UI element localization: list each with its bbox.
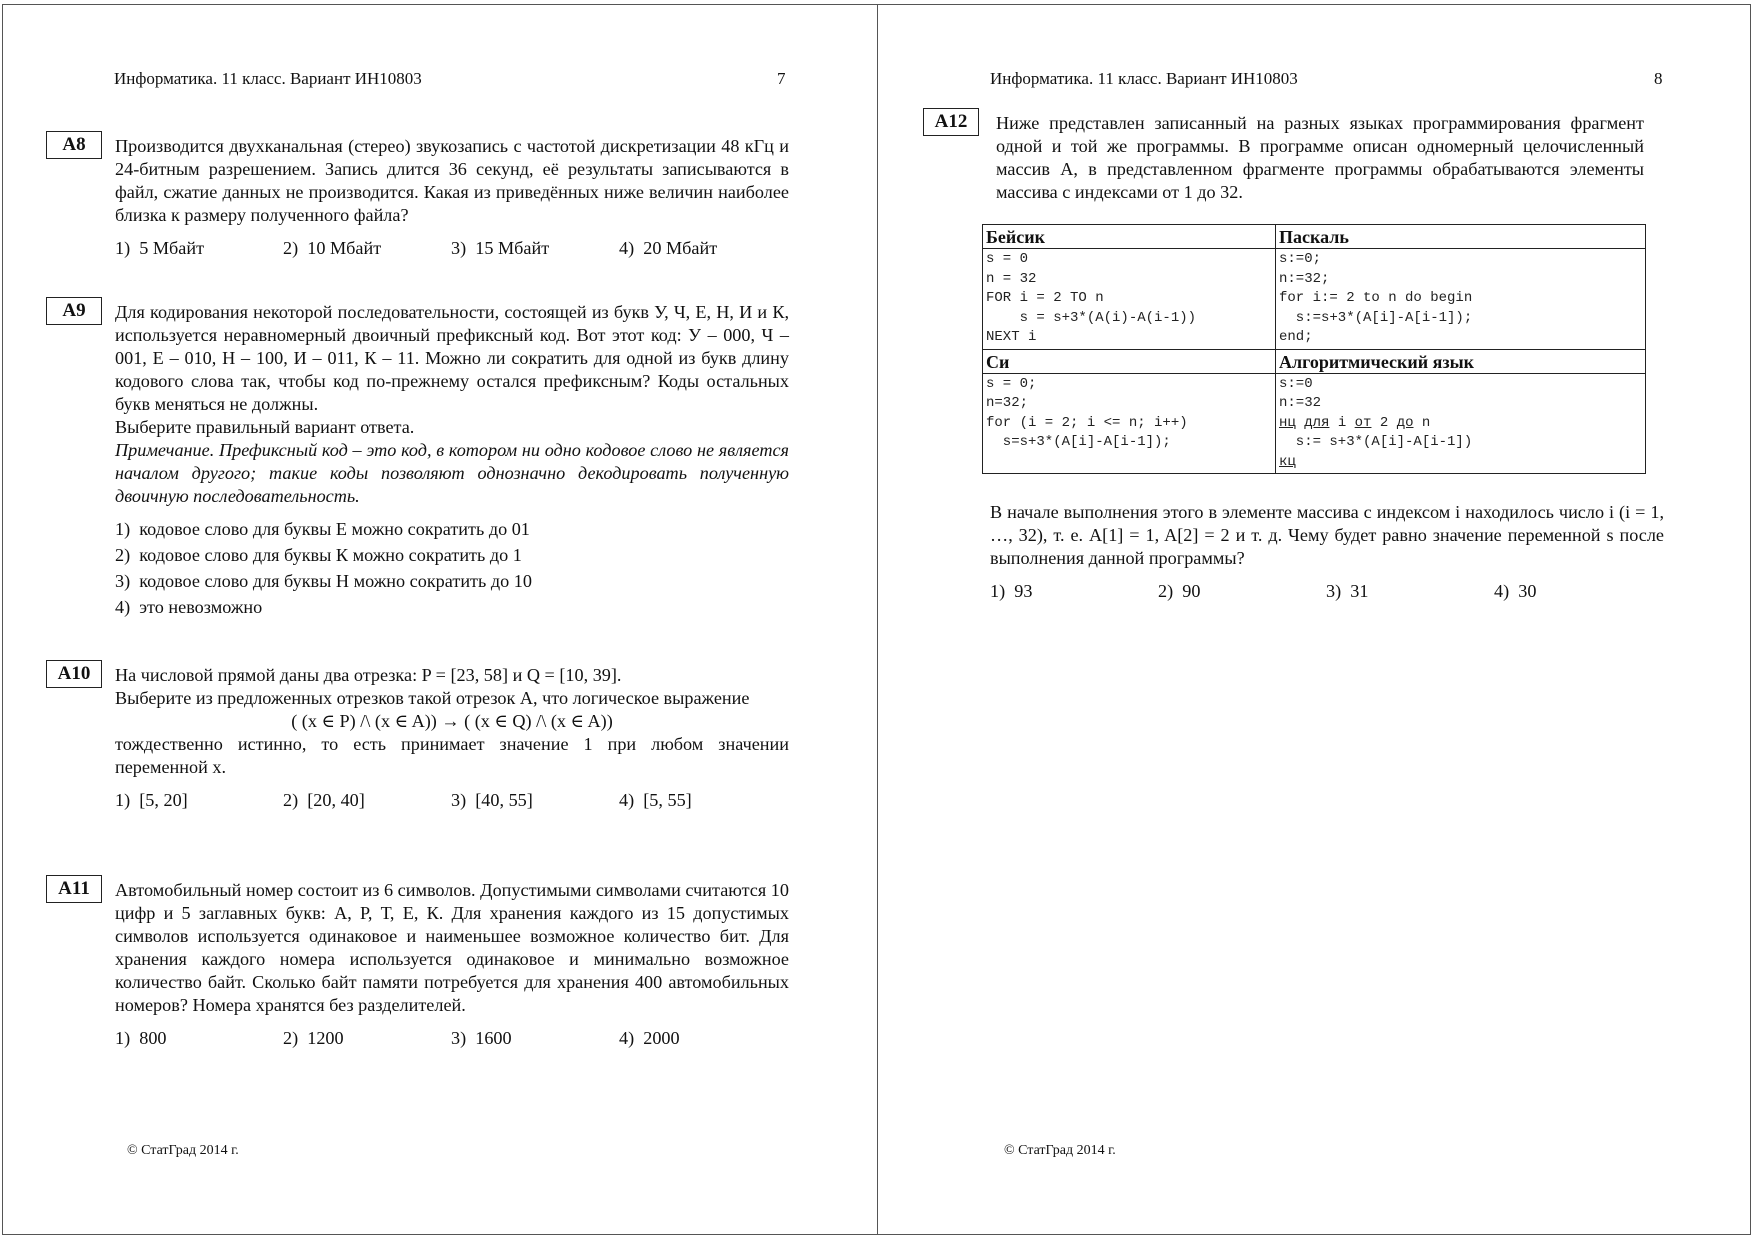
algo-line: s:= s+3*(A[i]-A[i-1]) (1279, 434, 1473, 450)
answer-option[interactable]: 2) [20, 40] (283, 790, 365, 810)
basic-header: Бейсик (983, 225, 1276, 249)
answer-option[interactable]: 3) 1600 (451, 1028, 512, 1048)
algo-loop-line (1279, 414, 1642, 434)
answer-option[interactable]: 1) кодовое слово для буквы Е можно сократить до 01 (115, 519, 530, 539)
task-a12-text2: В начале выполнения этого в элементе массива с индексом i находилось число i (i = 1, …, 32), т. е. A[1] = 1, A[2] = 2 и т. д. Чему будет равно значение переменной s после выполнения данной программы? (990, 502, 1664, 568)
algo-line (1279, 453, 1642, 473)
answer-option[interactable]: 1) 93 (990, 581, 1033, 601)
task-a10 (115, 664, 789, 812)
answer-option[interactable]: 4) [5, 55] (619, 790, 692, 810)
loop-from: 2 (1371, 414, 1397, 431)
page-header: Информатика. 11 класс. Вариант ИН10803 (990, 69, 1298, 88)
task-a8-answers (115, 237, 789, 260)
c-code: s = 0; n=32; for (i = 2; i <= n; i++) s=s+3*(A[i]-A[i-1]); (983, 373, 1276, 474)
task-label-a8: A8 (46, 131, 102, 159)
answer-option[interactable]: 4) это невозможно (115, 597, 263, 617)
keyword: кц (1279, 453, 1296, 470)
algo-code (1276, 373, 1646, 474)
task-a10-line1: На числовой прямой даны два отрезка: P = [23, 58] и Q = [10, 39]. (115, 665, 622, 685)
task-a8-text: Производится двухканальная (стерео) звукозапись с частотой дискретизации 48 кГц и 24-битным разрешением. Запись длится 36 секунд, её результаты записываются в файл, сжатие данных не производится. Какая из приведённых ниже величин наиболее близка к размеру полученного файла? (115, 136, 789, 225)
loop-var: i (1329, 414, 1355, 431)
algo-header: Алгоритмический язык (1276, 349, 1646, 373)
task-a10-answers (115, 789, 789, 812)
basic-code: s = 0 n = 32 FOR i = 2 TO n s = s+3*(A(i)-A(i-1)) NEXT i (983, 249, 1276, 350)
answer-option[interactable]: 2) кодовое слово для буквы К можно сократить до 1 (115, 545, 522, 565)
answer-option[interactable]: 2) 10 Мбайт (283, 238, 382, 258)
task-a8 (115, 135, 789, 260)
answer-option[interactable]: 3) [40, 55] (451, 790, 533, 810)
answer-option[interactable]: 2) 1200 (283, 1028, 344, 1048)
task-a11-text: Автомобильный номер состоит из 6 символов. Допустимыми символами считаются 10 цифр и 5 заглавных букв: А, Р, Т, Е, К. Для хранения каждого из 15 допустимых символов используется одинаковое и наименьшее возможное количество бит. Для хранения каждого номера используется одинаковое и минимально возможное количество байт. Сколько байт памяти потребуется для хранения 400 автомобильных номеров? Номера хранятся без разделителей. (115, 880, 789, 1015)
answer-option[interactable]: 2) 90 (1158, 581, 1201, 601)
task-label-a10: A10 (46, 660, 102, 688)
page-left (2, 4, 878, 1235)
c-header: Си (983, 349, 1276, 373)
task-a11-answers (115, 1027, 789, 1050)
answer-option[interactable]: 4) 30 (1494, 581, 1537, 601)
task-a9-note: Примечание. Префиксный код – это код, в котором ни одно кодовое слово не является началом другого; такие коды позволяют однозначно декодировать полученную двоичную последовательность. (115, 440, 789, 506)
keyword: до (1396, 414, 1414, 431)
keyword: от (1354, 414, 1372, 431)
code-table (982, 224, 1646, 474)
loop-to: n (1413, 414, 1431, 431)
pascal-header: Паскаль (1276, 225, 1646, 249)
task-a10-line2: Выберите из предложенных отрезков такой отрезок A, что логическое выражение (115, 688, 750, 708)
answer-option[interactable]: 3) 31 (1326, 581, 1369, 601)
keyword: для (1304, 414, 1330, 431)
answer-option[interactable]: 3) кодовое слово для буквы Н можно сократить до 10 (115, 571, 532, 591)
answer-option[interactable]: 4) 20 Мбайт (619, 238, 718, 258)
task-label-a9: A9 (46, 297, 102, 325)
answer-option[interactable]: 1) 800 (115, 1028, 167, 1048)
answer-option[interactable]: 3) 15 Мбайт (451, 238, 550, 258)
algo-line: n:=32 (1279, 395, 1322, 411)
algo-line: s:=0 (1279, 375, 1313, 392)
page-footer: © СтатГрад 2014 г. (1004, 1143, 1116, 1158)
task-label-a12: A12 (923, 108, 979, 136)
task-a9-text: Для кодирования некоторой последовательности, состоящей из букв У, Ч, Е, Н, И и К, используется неравномерный двоичный префиксный код. Вот этот код: У – 000, Ч – 001, Е – 010, Н – 100, И – 011, К – 11. Можно ли сократить для одной из букв длину кодового слова так, чтобы код по-прежнему остался префиксным? Коды остальных букв меняться не должны. (115, 302, 789, 414)
page-right (877, 4, 1751, 1235)
task-a12-continued (990, 501, 1664, 603)
page-number: 7 (777, 69, 786, 88)
page-number: 8 (1654, 69, 1663, 88)
task-a10-formula: ( (x ∈ P) /\ (x ∈ A)) → ( (x ∈ Q) /\ (x ∈ A)) (291, 711, 613, 731)
task-a11 (115, 879, 789, 1050)
task-a9-options (115, 516, 789, 620)
pascal-code: s:=0; n:=32; for i:= 2 to n do begin s:=s+3*(A[i]-A[i-1]); end; (1276, 249, 1646, 350)
task-label-a11: A11 (46, 875, 102, 903)
answer-option[interactable]: 4) 2000 (619, 1028, 680, 1048)
answer-option[interactable]: 1) 5 Мбайт (115, 238, 205, 258)
page-footer: © СтатГрад 2014 г. (127, 1143, 239, 1158)
task-a12-answers (990, 580, 1664, 603)
task-a10-line3: тождественно истинно, то есть принимает значение 1 при любом значении переменной х. (115, 734, 789, 777)
task-a9-prompt: Выберите правильный вариант ответа. (115, 417, 415, 437)
page-header: Информатика. 11 класс. Вариант ИН10803 (114, 69, 422, 88)
answer-option[interactable]: 1) [5, 20] (115, 790, 188, 810)
keyword: нц (1279, 414, 1296, 431)
task-a12-text: Ниже представлен записанный на разных языках программирования фрагмент одной и той же программы. В программе описан одномерный целочисленный массив A, в представленном фрагменте программы обрабатываются элементы массива с индексами от 1 до 32. (996, 113, 1644, 202)
task-a9 (115, 301, 789, 620)
